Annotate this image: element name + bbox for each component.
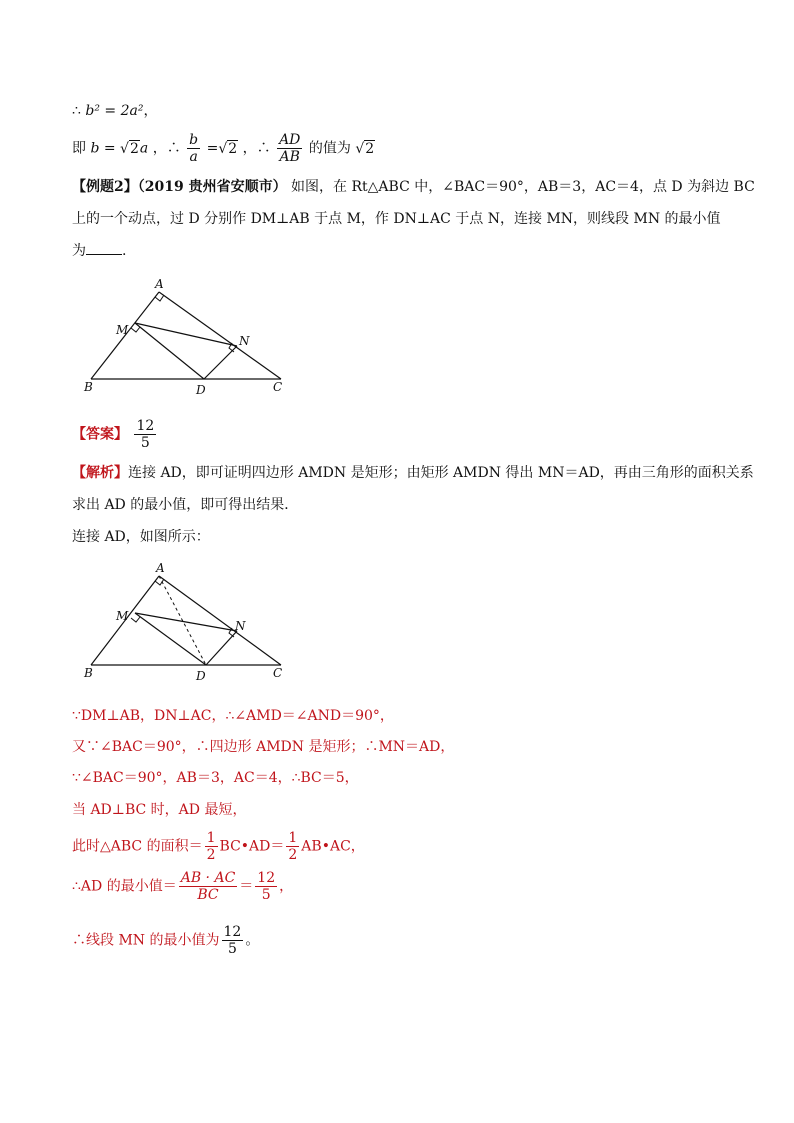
segment-md [135, 613, 206, 665]
solution-step-5: 此时△ABC 的面积＝ $\frac{1}{2}$ BC•AD＝ $\frac{1}{2}$ AB•AC， [72, 830, 365, 863]
sqrt-2-radical: √2 [120, 140, 139, 157]
analysis-line-1 [72, 464, 754, 482]
label-b: B [84, 666, 93, 680]
fraction-12-over-5: $\frac{12}{5}$ [223, 924, 242, 957]
right-angle-m [131, 617, 140, 622]
answer-fraction: $\frac{12}{5}$ [136, 418, 155, 451]
solution-step-2: 又∵∠BAC＝90°，∴四边形 AMDN 是矩形；∴MN＝AD， [72, 739, 455, 755]
label-n: N [235, 619, 246, 633]
analysis-text: 连接 AD，如图所示： [72, 529, 210, 545]
solution-step-6: ∴AD 的最小值＝ $\frac{AB \cdot AC}{BC}$ ＝ $\frac{12}{5}$ ， [72, 870, 294, 903]
right-angle-m [131, 327, 140, 332]
fraction-one-half: $\frac{1}{2}$ [206, 830, 216, 863]
label-d: D [196, 383, 206, 397]
fraction-one-half: $\frac{1}{2}$ [288, 830, 298, 863]
analysis-line-3 [72, 528, 210, 546]
label-c: C [273, 380, 283, 394]
example-line-2 [72, 210, 721, 228]
fraction-b-over-a: $\frac{b}{a}$ [189, 132, 199, 165]
answer-blank [86, 242, 122, 255]
solution-step-1: ∵DM⊥AB，DN⊥AC，∴∠AMD＝∠AND＝90°， [72, 708, 394, 724]
fraction-12-over-5: $\frac{12}{5}$ [257, 870, 276, 903]
analysis-text: 连接 AD，即可证明四边形 AMDN 是矩形；由矩形 AMDN 得出 MN＝AD，再由三角形的面积关系 [128, 465, 754, 481]
label-b: B [84, 380, 93, 394]
solution-step-4: 当 AD⊥BC 时，AD 最短， [72, 802, 247, 818]
sqrt-2-radical: √2 [218, 140, 238, 157]
segment-mn [135, 323, 237, 346]
label-c: C [273, 666, 283, 680]
solution-step-7: ∴线段 MN 的最小值为 $\frac{12}{5}$ 。 [72, 924, 260, 957]
example-text: 为 [72, 243, 86, 259]
label-n: N [239, 334, 250, 348]
fraction-ad-over-ab: $\frac{AD}{AB}$ [279, 132, 301, 165]
example-tag: 【例题2】 [72, 179, 138, 195]
analysis-text: 求出 AD 的最小值，即可得出结果． [72, 497, 299, 513]
line-b-squared: ∴ b² = 2a²， [72, 103, 158, 119]
segment-md [135, 323, 204, 379]
label-a: A [155, 277, 164, 291]
b-equals: b = [90, 140, 121, 157]
example-text: 如图，在 Rt△ABC 中，∠BAC＝90°，AB＝3，AC＝4，点 D 为斜边 BC [291, 179, 755, 195]
answer-tag: 【答案】 [72, 426, 128, 443]
label-m: M [116, 609, 129, 623]
analysis-tag: 【解析】 [72, 465, 128, 481]
example-source: （2019 贵州省安顺市） [137, 179, 287, 195]
answer-line [72, 418, 158, 451]
segment-ac [159, 292, 281, 379]
example-line-3: 为 . [72, 243, 127, 259]
label-a: A [156, 561, 165, 575]
label-d: D [196, 669, 206, 683]
line-b-sqrt2a: 即 b = √2a ，∴ $\frac{b}{a}$ =√2 ，∴ $\frac{AD}{AB}$ 的值为 √2 [72, 132, 375, 165]
triangle-figure-1 [80, 272, 300, 402]
solution-step-3: ∵∠BAC＝90°，AB＝3，AC＝4，∴BC＝5， [72, 770, 359, 786]
segment-ad-dashed [159, 576, 206, 665]
equation-b2-2a2: b² = 2a² [85, 103, 144, 119]
analysis-line-2 [72, 496, 298, 514]
example-line-1 [72, 178, 755, 196]
example-text: 上的一个动点，过 D 分别作 DM⊥AB 于点 M，作 DN⊥AC 于点 N，连接 MN，则线段 MN 的最小值 [72, 211, 721, 227]
triangle-figure-2 [80, 558, 300, 686]
therefore-symbol: ∴ [72, 103, 81, 119]
fraction-abac-over-bc: $\frac{AB \cdot AC}{BC}$ [180, 870, 236, 903]
label-m: M [116, 323, 129, 337]
sqrt-2-radical: √2 [355, 140, 375, 157]
